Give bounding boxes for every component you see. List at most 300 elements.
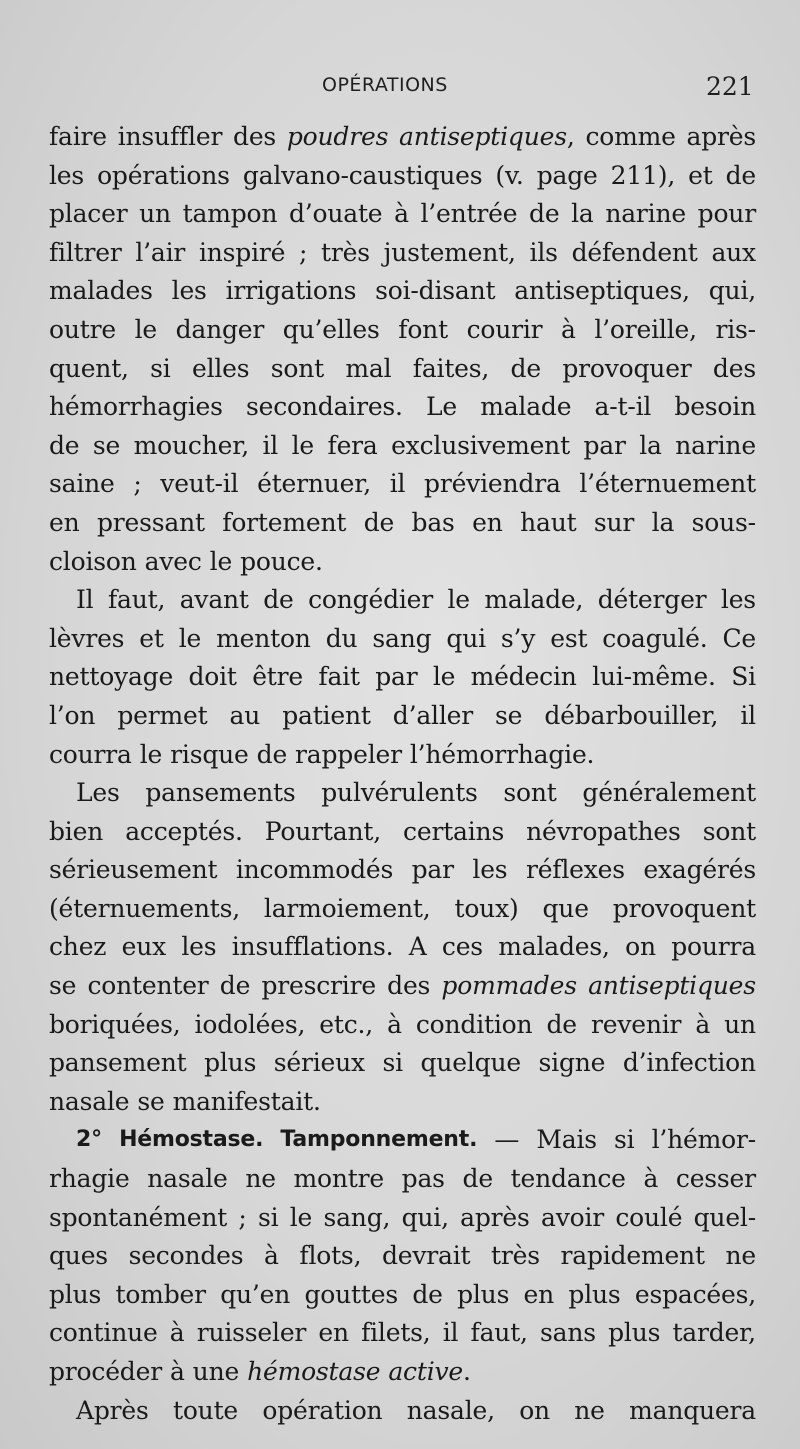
word: lèvres xyxy=(49,623,125,653)
word: l’hémorrhagie. xyxy=(409,739,595,769)
text-line xyxy=(49,851,756,890)
page-header xyxy=(0,66,800,106)
word: Si xyxy=(731,662,756,692)
word: a-t-il xyxy=(594,392,652,422)
word: le xyxy=(178,623,202,653)
word: pressant xyxy=(96,507,205,537)
word: sous- xyxy=(691,507,756,537)
word: fortement xyxy=(222,507,347,537)
word: si xyxy=(382,1048,403,1078)
word: les xyxy=(472,855,508,885)
word: à xyxy=(264,1241,279,1271)
word: à xyxy=(387,1009,402,1039)
word: ruisseler xyxy=(196,1318,307,1348)
word: devrait xyxy=(381,1241,471,1271)
word: le xyxy=(134,314,157,344)
word: avant xyxy=(179,585,249,615)
word: bien xyxy=(49,816,104,846)
word: avoir xyxy=(540,1202,605,1232)
word: 2° xyxy=(76,1127,102,1153)
word: tarder, xyxy=(672,1318,756,1348)
word: risque xyxy=(170,739,249,769)
word: Mais xyxy=(536,1125,597,1155)
text-line xyxy=(49,658,756,697)
word: malade, xyxy=(484,585,584,615)
word: de xyxy=(256,739,288,769)
word: après xyxy=(686,122,756,151)
word: toux) xyxy=(454,893,519,923)
word: menton xyxy=(216,623,311,653)
word: plus xyxy=(457,1279,510,1309)
text-line xyxy=(49,967,756,1006)
word: espacées, xyxy=(634,1279,756,1309)
word: préviendra xyxy=(424,469,561,499)
text-line xyxy=(49,1083,756,1122)
text-line xyxy=(49,1392,756,1431)
word: hémostase xyxy=(247,1357,381,1386)
word: le xyxy=(447,585,470,615)
word: manifestait. xyxy=(172,1086,321,1116)
word: saine xyxy=(49,469,115,499)
word: rhagie xyxy=(49,1164,130,1194)
word: ; xyxy=(133,469,142,499)
word: (éternuements, xyxy=(49,893,240,923)
word: spontanément xyxy=(49,1202,228,1232)
word: justement, xyxy=(383,237,516,267)
word: nasale, xyxy=(406,1395,495,1425)
word: Le xyxy=(426,392,458,422)
word: coagulé. xyxy=(602,623,708,653)
word: il xyxy=(740,700,756,730)
word: condition xyxy=(415,1009,533,1039)
word: contenter xyxy=(87,971,209,1001)
word: rappeler xyxy=(295,739,402,769)
word: congédier xyxy=(308,585,434,615)
word: le xyxy=(432,662,456,692)
text-line xyxy=(49,272,756,311)
word: à xyxy=(643,1164,659,1194)
word: faites, xyxy=(412,353,490,383)
word: incommodés xyxy=(235,855,394,885)
word: courir xyxy=(466,314,543,344)
word: chez xyxy=(49,932,107,962)
word: ris- xyxy=(715,314,756,344)
word: montre xyxy=(293,1164,384,1194)
word: active xyxy=(388,1357,464,1386)
word: (v. xyxy=(495,160,524,190)
word: courra xyxy=(49,739,132,769)
word xyxy=(399,118,575,157)
word: qui, xyxy=(708,276,756,306)
word: mal xyxy=(345,353,392,383)
word: les xyxy=(720,585,756,615)
word: larmoiement, xyxy=(263,893,431,923)
word: pas xyxy=(401,1164,445,1194)
word: ne xyxy=(574,1395,605,1425)
word: avec xyxy=(144,546,202,576)
text-line xyxy=(49,427,756,466)
word: elles xyxy=(191,353,250,383)
word: si xyxy=(614,1125,635,1155)
word: de xyxy=(725,160,756,190)
word: se xyxy=(49,971,77,1001)
word: veut-il xyxy=(160,469,239,499)
word: Il xyxy=(76,585,94,615)
word: sérieusement xyxy=(49,855,218,885)
word xyxy=(388,1353,470,1392)
word: médecin xyxy=(470,662,577,692)
text-line xyxy=(49,543,756,582)
word: quel- xyxy=(693,1202,756,1232)
word: déterger xyxy=(597,585,707,615)
word: s’y xyxy=(500,623,536,653)
word: aux xyxy=(711,237,756,267)
word: secondaires. xyxy=(246,392,403,422)
word: la xyxy=(571,199,594,229)
running-head: OPÉRATIONS xyxy=(322,74,448,96)
word: Après xyxy=(76,1395,149,1425)
word: en xyxy=(49,507,80,537)
word: les xyxy=(171,276,207,306)
word: une xyxy=(192,1357,240,1386)
word: se xyxy=(495,700,523,730)
word: le xyxy=(209,546,233,576)
word: filtrer xyxy=(49,237,122,267)
word: ; xyxy=(299,237,308,267)
word: Les xyxy=(76,778,120,808)
word: faire xyxy=(49,122,107,151)
word: boriquées, xyxy=(49,1009,181,1039)
word: par xyxy=(411,855,454,885)
text-line xyxy=(49,465,756,504)
word: provoquent xyxy=(612,893,756,923)
word: nasale xyxy=(49,1086,130,1116)
word: tomber xyxy=(115,1279,206,1309)
word: coulé xyxy=(615,1202,683,1232)
word: pulvérulents xyxy=(321,778,478,808)
text-line xyxy=(49,1160,756,1199)
word: l’oreille, xyxy=(594,314,697,344)
word: qu’en xyxy=(220,1279,291,1309)
word: permet xyxy=(117,700,208,730)
text-line xyxy=(49,157,756,196)
text-line xyxy=(49,234,756,273)
word: ne xyxy=(245,1164,276,1194)
word: opérations xyxy=(97,160,230,190)
word: tendance xyxy=(510,1164,626,1194)
text-line xyxy=(49,774,756,813)
word: pour xyxy=(697,199,756,229)
word: flots, xyxy=(299,1241,362,1271)
word: A xyxy=(408,932,427,962)
word: narine xyxy=(675,430,756,460)
text-line xyxy=(49,311,756,350)
word: certains xyxy=(403,816,505,846)
word: névropathes xyxy=(526,816,681,846)
word: ne xyxy=(725,1241,756,1271)
word: toute xyxy=(172,1395,239,1425)
word: de xyxy=(510,353,541,383)
word: éternuer, xyxy=(257,469,372,499)
word: un xyxy=(139,199,171,229)
word: à xyxy=(169,1357,185,1386)
word: le xyxy=(291,430,314,460)
word: à xyxy=(169,1318,185,1348)
word: l’entrée xyxy=(420,199,518,229)
word: se xyxy=(137,1086,165,1116)
word: on xyxy=(519,1395,550,1425)
word: doit xyxy=(188,662,237,692)
word: continue xyxy=(49,1318,158,1348)
word: très xyxy=(321,237,370,267)
word: le xyxy=(289,1202,313,1232)
word: des xyxy=(387,971,431,1001)
word: — xyxy=(494,1125,520,1155)
word: hémorrhagies xyxy=(49,392,223,422)
text-line xyxy=(49,388,756,427)
word: sont xyxy=(270,353,325,383)
word: iodolées, xyxy=(194,1009,306,1039)
word: de xyxy=(462,1164,493,1194)
text-line xyxy=(49,736,756,775)
word: exclusivement xyxy=(391,430,570,460)
word: galvano-caustiques xyxy=(242,160,483,190)
word: à xyxy=(394,199,409,229)
text-line xyxy=(49,928,756,967)
text-line xyxy=(49,1121,756,1160)
word: par xyxy=(375,662,418,692)
word: fait xyxy=(318,662,360,692)
word: rapidement xyxy=(560,1241,705,1271)
word: faut, xyxy=(107,585,166,615)
word: il xyxy=(262,430,279,460)
text-line xyxy=(49,1237,756,1276)
word: défendent xyxy=(571,237,698,267)
word: acceptés. xyxy=(125,816,243,846)
word: plus xyxy=(568,1279,621,1309)
word: filets, xyxy=(361,1318,431,1348)
word: si xyxy=(150,353,171,383)
word: etc., xyxy=(319,1009,374,1039)
word: et xyxy=(688,160,713,190)
word: d’infection xyxy=(622,1048,756,1078)
word: en xyxy=(472,507,503,537)
word: plus xyxy=(608,1318,661,1348)
word: danger xyxy=(175,314,265,344)
word: Hémostase. xyxy=(119,1127,264,1153)
word: sans xyxy=(540,1318,596,1348)
word: narine xyxy=(605,199,686,229)
word: il xyxy=(442,1318,459,1348)
word: placer xyxy=(49,199,128,229)
word: on xyxy=(625,932,656,962)
word: . xyxy=(463,1357,471,1386)
body-text xyxy=(49,118,756,1430)
word: de xyxy=(546,1009,577,1039)
word: pourra xyxy=(671,932,756,962)
word: quelque xyxy=(420,1048,521,1078)
word: irrigations xyxy=(225,276,357,306)
word: des xyxy=(233,122,277,151)
word: font xyxy=(398,314,448,344)
word: de xyxy=(263,585,294,615)
word: patient xyxy=(282,700,371,730)
word: cesser xyxy=(675,1164,756,1194)
text-line xyxy=(49,813,756,852)
text-line xyxy=(49,697,756,736)
word: qu’elles xyxy=(282,314,380,344)
word: pansements xyxy=(145,778,296,808)
word: par xyxy=(583,430,626,460)
word: être xyxy=(252,662,303,692)
word: d’ouate xyxy=(288,199,383,229)
word: inspiré xyxy=(198,237,286,267)
word: l’éternuement xyxy=(579,469,756,499)
word: l’on xyxy=(49,700,96,730)
text-line xyxy=(49,195,756,234)
word: qui, xyxy=(401,1202,449,1232)
word: comme xyxy=(585,122,676,151)
word: 211), xyxy=(610,160,676,190)
word: faut, xyxy=(470,1318,528,1348)
word: du xyxy=(325,623,358,653)
word: le xyxy=(139,739,163,769)
word: débarbouiller, xyxy=(544,700,719,730)
word: insufflations. xyxy=(231,932,394,962)
word: d’aller xyxy=(392,700,473,730)
word: Tamponnement. xyxy=(280,1127,478,1153)
text-line xyxy=(49,1276,756,1315)
word: procéder xyxy=(49,1357,162,1386)
word: Pourtant, xyxy=(264,816,381,846)
text-line xyxy=(49,1199,756,1238)
word: outre xyxy=(49,314,116,344)
word: pouce. xyxy=(240,546,323,576)
word: secondes xyxy=(128,1241,244,1271)
word: des xyxy=(712,353,756,383)
word: très xyxy=(491,1241,540,1271)
word: malades xyxy=(49,276,153,306)
word: sang, xyxy=(323,1202,391,1232)
word: lui-même. xyxy=(592,662,716,692)
word: ; xyxy=(238,1202,247,1232)
word: opération xyxy=(262,1395,383,1425)
word: la xyxy=(651,507,675,537)
word: ces xyxy=(441,932,483,962)
word: se xyxy=(92,430,121,460)
page-number: 221 xyxy=(706,72,754,101)
word: l’air xyxy=(135,237,186,267)
word: à xyxy=(695,1009,711,1039)
text-line xyxy=(49,581,756,620)
word: au xyxy=(229,700,261,730)
word: et xyxy=(139,623,164,653)
word: bas xyxy=(411,507,455,537)
text-line xyxy=(49,118,756,157)
word: sang xyxy=(372,623,432,653)
word: l’hémor- xyxy=(651,1125,756,1155)
word: les xyxy=(181,932,217,962)
word: quent, xyxy=(49,353,129,383)
word: plus xyxy=(49,1279,102,1309)
word: antiseptiques xyxy=(399,122,567,151)
word: Ce xyxy=(722,623,756,653)
word: un xyxy=(724,1009,756,1039)
word: nasale xyxy=(147,1164,228,1194)
word: poudres xyxy=(286,122,389,151)
word: tampon xyxy=(182,199,278,229)
text-line xyxy=(49,1044,756,1083)
word: sont xyxy=(503,778,557,808)
word: , xyxy=(566,122,575,151)
text-line xyxy=(49,890,756,929)
word: besoin xyxy=(674,392,756,422)
word: prescrire xyxy=(261,971,376,1001)
word: généralement xyxy=(582,778,756,808)
word: pommades xyxy=(441,971,577,1001)
word: ils xyxy=(529,237,558,267)
word: antiseptiques, xyxy=(514,276,690,306)
word: cloison xyxy=(49,546,137,576)
word: en xyxy=(523,1279,555,1309)
word: antiseptiques xyxy=(588,971,756,1001)
word: exagérés xyxy=(643,855,756,885)
word: eux xyxy=(121,932,167,962)
word: réflexes xyxy=(525,855,625,885)
word: est xyxy=(550,623,588,653)
word: qui xyxy=(446,623,486,653)
word: malades, xyxy=(498,932,610,962)
word: ques xyxy=(49,1241,108,1271)
word: après xyxy=(460,1202,530,1232)
text-line xyxy=(49,504,756,543)
word: signe xyxy=(538,1048,606,1078)
word: si xyxy=(257,1202,279,1232)
word: de xyxy=(49,430,80,460)
word: haut xyxy=(520,507,577,537)
word: soi-disant xyxy=(375,276,496,306)
text-line xyxy=(49,1353,756,1392)
word: pansement xyxy=(49,1048,187,1078)
word: provoquer xyxy=(562,353,692,383)
word: de xyxy=(412,1279,443,1309)
word: sont xyxy=(702,816,756,846)
word: la xyxy=(639,430,662,460)
text-line xyxy=(49,350,756,389)
word: sérieux xyxy=(273,1048,365,1078)
word: page xyxy=(536,160,598,190)
word: malade xyxy=(480,392,572,422)
word: nettoyage xyxy=(49,662,174,692)
text-line xyxy=(49,620,756,659)
word: sur xyxy=(593,507,635,537)
word: de xyxy=(363,507,395,537)
word: à xyxy=(561,314,576,344)
word: les xyxy=(49,160,85,190)
text-line xyxy=(49,1314,756,1353)
word: il xyxy=(389,469,406,499)
word: gouttes xyxy=(304,1279,398,1309)
word: moucher, xyxy=(133,430,249,460)
word: en xyxy=(318,1318,349,1348)
word: revenir xyxy=(590,1009,682,1039)
word: insuffler xyxy=(117,122,223,151)
word: plus xyxy=(204,1048,257,1078)
word: fera xyxy=(327,430,378,460)
word: que xyxy=(542,893,589,923)
text-line xyxy=(49,1006,756,1045)
word: manquera xyxy=(629,1395,756,1425)
